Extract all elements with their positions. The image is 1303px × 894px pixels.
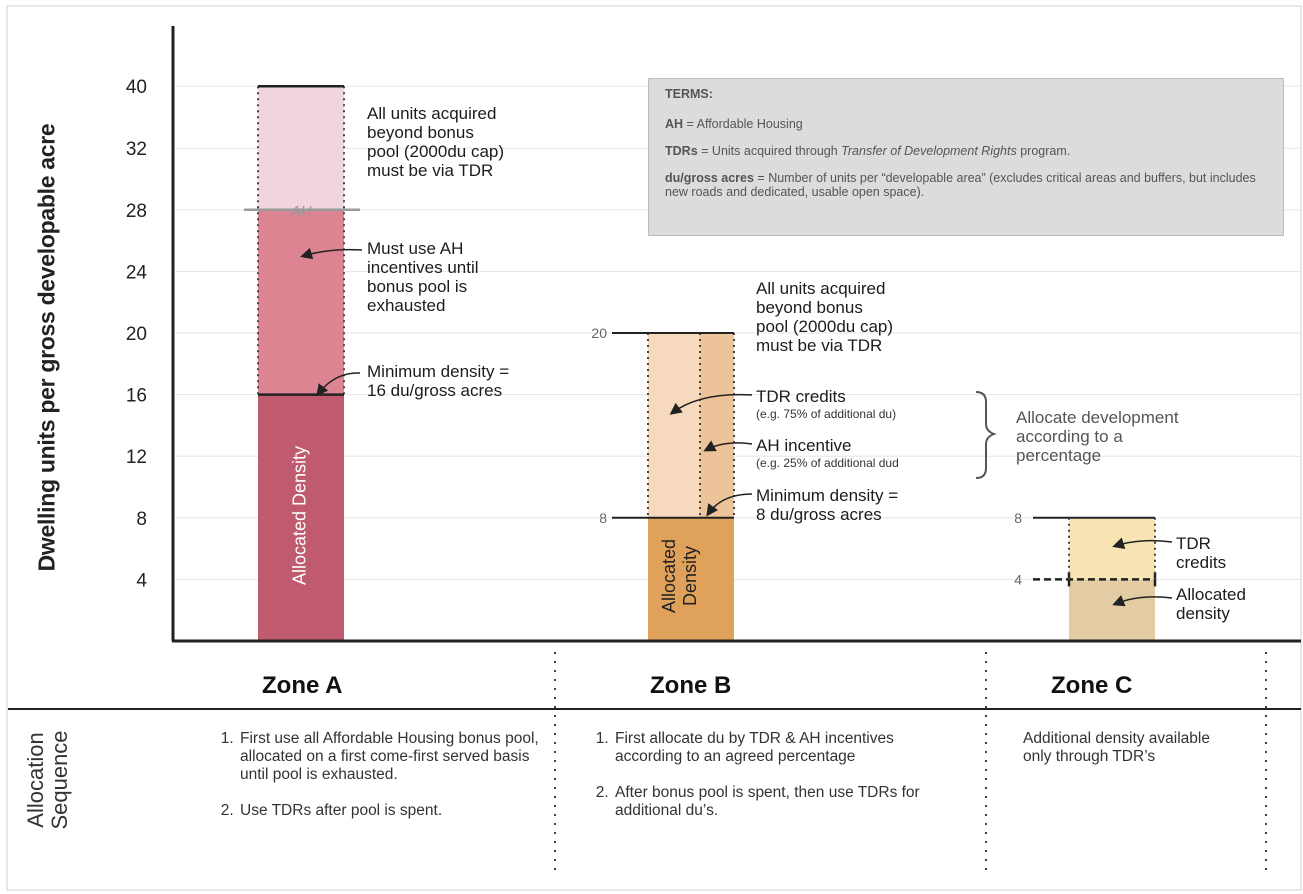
annotation-c-tdr: TDR credits (1176, 534, 1227, 572)
annotation-a-min: Minimum density = 16 du/gross acres (367, 362, 510, 400)
zone-a-segment-3 (258, 86, 344, 210)
annotation-b-tdr-sub: (e.g. 75% of additional du) (756, 407, 897, 421)
term-ah-def: = Affordable Housing (686, 117, 803, 131)
terms-box (648, 78, 1284, 236)
y-axis-title: Dwelling units per gross developable acre (33, 123, 60, 572)
term-du-abbr: du/gross acres (665, 171, 754, 185)
term-du-def: = Number of units per “developable area” (excludes critical areas and buffers, but includes new roads and dedicated, usable open space). (665, 171, 1256, 199)
zone-b-allocated-label: Allocated Density (659, 538, 700, 614)
term-ah (665, 117, 1267, 131)
term-tdr-abbr: TDRs (665, 144, 698, 158)
zone-b-step-1: 1. First allocate du by TDR & AH incentives according to an agreed percentage (613, 730, 947, 766)
term-tdr-def-pre: = Units acquired through (701, 144, 838, 158)
zone-b-tick-label: 20 (591, 325, 607, 341)
terms-heading: TERMS: (665, 87, 713, 101)
term-du (665, 171, 1267, 199)
term-tdr (665, 144, 1267, 158)
y-tick-label: 16 (125, 385, 147, 407)
annotation-b-top: All units acquired beyond bonus pool (2000du cap) must be via TDR (756, 279, 894, 355)
annotation-c-alloc: Allocated density (1176, 585, 1246, 623)
term-tdr-def-em: Transfer of Development Rights (841, 144, 1017, 158)
annotation-b-min: Minimum density = 8 du/gross acres (756, 486, 899, 524)
zone-a-step-1: 1. First use all Affordable Housing bonus pool, allocated on a first come-first served basis until pool is exhausted. (238, 730, 542, 784)
zone-c-tick-label: 4 (1014, 571, 1022, 588)
bracket (976, 392, 994, 478)
zone-b-label: Zone B (650, 672, 732, 699)
zone-c-sequence: Additional density available only through TDR’s (1023, 730, 1210, 765)
y-tick-label: 32 (125, 139, 147, 161)
zone-c-segment-2 (1069, 518, 1155, 580)
y-tick-label: 4 (136, 570, 147, 592)
zone-a-label: Zone A (262, 672, 343, 699)
y-tick-label: 8 (136, 508, 147, 530)
annotation-b-ah-sub: (e.g. 25% of additional dud (756, 456, 899, 470)
zone-b-sequence (587, 730, 947, 838)
allocation-sequence-label: Allocation Sequence (23, 730, 72, 830)
y-tick-label: 28 (125, 200, 147, 222)
zone-b-segment-2-tdr (648, 333, 700, 518)
annotation-a-mid: Must use AH incentives until bonus pool is exhausted (367, 239, 479, 315)
y-tick-label: 24 (125, 262, 147, 284)
zone-b-tick-label: 8 (599, 509, 607, 526)
zone-c-segment-1 (1069, 579, 1155, 641)
zone-a-segment-2 (258, 210, 344, 395)
zone-a-step-2: 2. Use TDRs after pool is spent. (238, 802, 542, 820)
annotation-bracket: Allocate development according to a percentage (1016, 408, 1179, 465)
zone-a-ah-mark: AH (290, 202, 312, 220)
y-tick-label: 20 (125, 324, 147, 345)
zone-a-allocated-label: Allocated Density (289, 445, 310, 586)
zone-a-sequence (212, 730, 542, 838)
zone-b-segment-2-ah (700, 333, 734, 518)
annotation-b-tdr: TDR credits (756, 387, 846, 406)
zone-c-label: Zone C (1051, 672, 1133, 699)
term-tdr-def-post: program. (1020, 144, 1071, 158)
term-ah-abbr: AH (665, 117, 684, 131)
annotation-b-ah: AH incentive (756, 436, 852, 455)
zone-c-tick-label: 8 (1014, 509, 1022, 526)
y-tick-label: 12 (125, 447, 147, 469)
y-tick-label: 40 (125, 77, 147, 99)
annotation-a-top: All units acquired beyond bonus pool (2000du cap) must be via TDR (367, 104, 505, 180)
zone-b-step-2: 2. After bonus pool is spent, then use TDRs for additional du’s. (613, 784, 947, 820)
